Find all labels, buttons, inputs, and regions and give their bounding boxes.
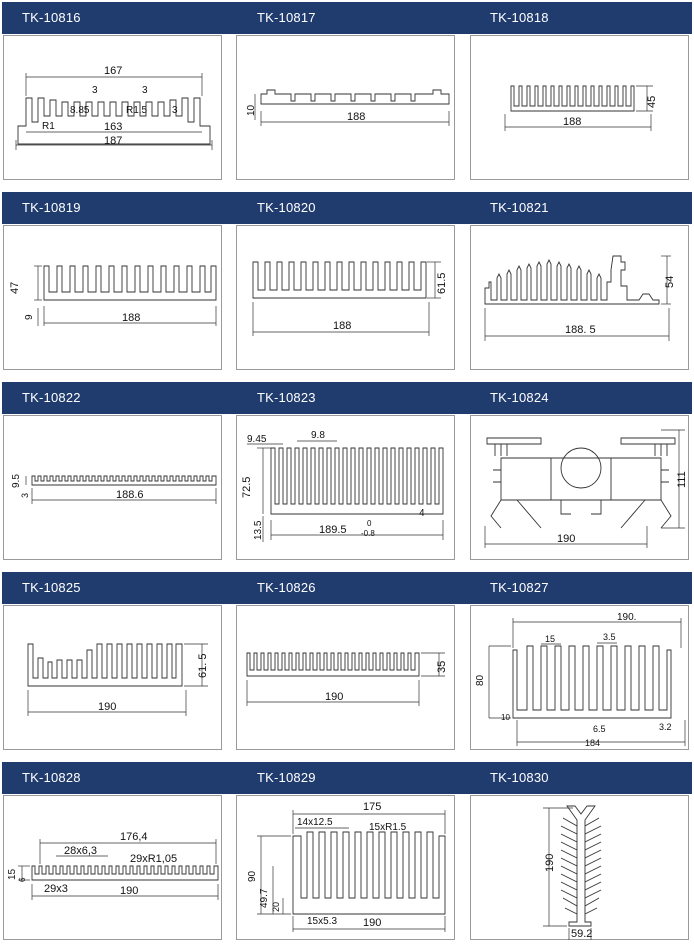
dim-radius-left: R1 (42, 121, 55, 132)
dim-edge: 3 (172, 105, 178, 116)
dim-fin-thick: 3.5 (603, 632, 616, 642)
dim-gap: 3 (92, 85, 98, 96)
profile-drawing (470, 35, 689, 180)
profile-drawing (470, 795, 689, 940)
dim-pitch: 8.85 (70, 105, 90, 116)
dim-width: 189.5 (319, 524, 347, 536)
dim-height: 35 (436, 660, 448, 673)
model-title: TK-10816 (22, 10, 81, 25)
profile-drawing (470, 605, 689, 750)
dim-height: 190 (544, 853, 556, 872)
model-title: TK-10829 (257, 770, 316, 785)
model-title: TK-10819 (22, 200, 81, 215)
model-title: TK-10824 (490, 390, 549, 405)
dim-height: 10 (246, 104, 257, 116)
heatsink-profile (247, 653, 419, 676)
heatsink-profile (28, 644, 182, 686)
model-title: TK-10823 (257, 390, 316, 405)
dim-width: 190 (120, 885, 139, 897)
dim-height: 90 (247, 870, 258, 882)
dim-width: 59.2 (571, 928, 593, 940)
dim-inner: 6.5 (593, 724, 606, 734)
heatsink-profile (513, 646, 671, 718)
model-title: TK-10827 (490, 580, 549, 595)
dim-inner: 163 (104, 121, 123, 133)
dim-width: 188 (333, 320, 352, 332)
heatsink-profile (32, 866, 218, 880)
dim-height: 54 (664, 275, 676, 288)
profile-drawing (3, 35, 222, 180)
model-title: TK-10828 (22, 770, 81, 785)
profile-drawing (236, 415, 455, 560)
dim-width: 187 (104, 135, 123, 147)
dim-overall: 190. (617, 612, 637, 623)
dim-base: 9 (24, 314, 35, 320)
heatsink-profile (487, 438, 675, 528)
section-band-3 (2, 382, 692, 414)
section-band-4 (2, 572, 692, 604)
dim-base: 3 (20, 492, 30, 498)
dim-radii: 15xR1.5 (369, 822, 407, 833)
model-title: TK-10818 (490, 10, 549, 25)
section-band-1 (2, 2, 692, 34)
dim-mid: 49.7 (259, 888, 270, 908)
profile-drawing (236, 795, 455, 940)
dim-base: 10 (501, 713, 510, 722)
profile-drawing (470, 415, 689, 560)
profile-drawing (3, 225, 222, 370)
dim-width: 190 (363, 917, 382, 929)
dim-width: 188 (122, 312, 141, 324)
heatsink-profile (511, 86, 634, 111)
profile-drawing (3, 605, 222, 750)
dim-overall: 176,4 (120, 831, 148, 843)
heatsink-profile (485, 256, 659, 304)
dim-height: 47 (9, 281, 21, 294)
model-title: TK-10820 (257, 200, 316, 215)
dim-height: 15 (7, 868, 18, 880)
dim-fin-thick: 4 (419, 508, 425, 519)
heatsink-profile (261, 90, 449, 104)
dim-width: 190 (325, 691, 344, 703)
dim-width: 190 (557, 533, 576, 545)
dim-overall: 167 (104, 65, 123, 77)
dim-pitch: 9.8 (311, 430, 325, 441)
dim-gap-2: 3 (142, 85, 148, 96)
dim-height: 61.5 (436, 272, 448, 294)
dim-fin-top: 15 (545, 634, 556, 644)
section-band-5 (2, 762, 692, 794)
dim-radii: 29xR1,05 (130, 853, 178, 865)
heatsink-profile (32, 476, 216, 485)
dim-fins: 28x6,3 (64, 845, 98, 857)
dim-overall: 175 (363, 801, 382, 813)
dim-width: 184 (585, 738, 601, 748)
dim-fin-width: 9.45 (247, 434, 267, 445)
dim-height: 61. 5 (197, 653, 209, 678)
heatsink-profile (44, 266, 216, 300)
dim-radius-right: R1.5 (126, 105, 148, 116)
dim-fins-top: 14x12.5 (297, 817, 333, 828)
dim-base: 20 (271, 901, 281, 912)
dim-height: 80 (475, 674, 486, 686)
dim-edge: 3.2 (659, 722, 672, 732)
heatsink-profile (293, 832, 445, 914)
profile-drawing (3, 795, 222, 940)
dim-tol-lower: -0.8 (361, 529, 375, 538)
model-title: TK-10825 (22, 580, 81, 595)
profile-drawing (236, 225, 455, 370)
profile-drawing (3, 415, 222, 560)
dim-width: 188 (563, 116, 582, 128)
profile-drawing (236, 35, 455, 180)
model-title: TK-10826 (257, 580, 316, 595)
model-title: TK-10821 (490, 200, 549, 215)
dim-width: 188.6 (116, 489, 144, 501)
dim-height: 111 (676, 471, 688, 488)
heatsink-profile (567, 806, 595, 926)
dim-base: 13.5 (253, 520, 264, 540)
profile-drawing (470, 225, 689, 370)
heatsink-profile (253, 262, 426, 298)
model-title: TK-10822 (22, 390, 81, 405)
model-title: TK-10830 (490, 770, 549, 785)
dim-slots: 29x3 (44, 883, 68, 895)
section-band-2 (2, 192, 692, 224)
dim-height: 72.5 (241, 476, 253, 498)
dim-width: 188 (347, 111, 366, 123)
dim-width: 188. 5 (565, 324, 596, 336)
dim-height: 45 (646, 95, 658, 108)
profile-drawing (236, 605, 455, 750)
dim-tol-upper: 0 (367, 519, 372, 528)
dim-base: 6 (18, 877, 27, 882)
dim-slots: 15x5.3 (307, 916, 338, 927)
dim-height: 9.5 (11, 474, 22, 488)
model-title: TK-10817 (257, 10, 316, 25)
dim-width: 190 (98, 701, 117, 713)
heatsink-profile (271, 448, 443, 514)
